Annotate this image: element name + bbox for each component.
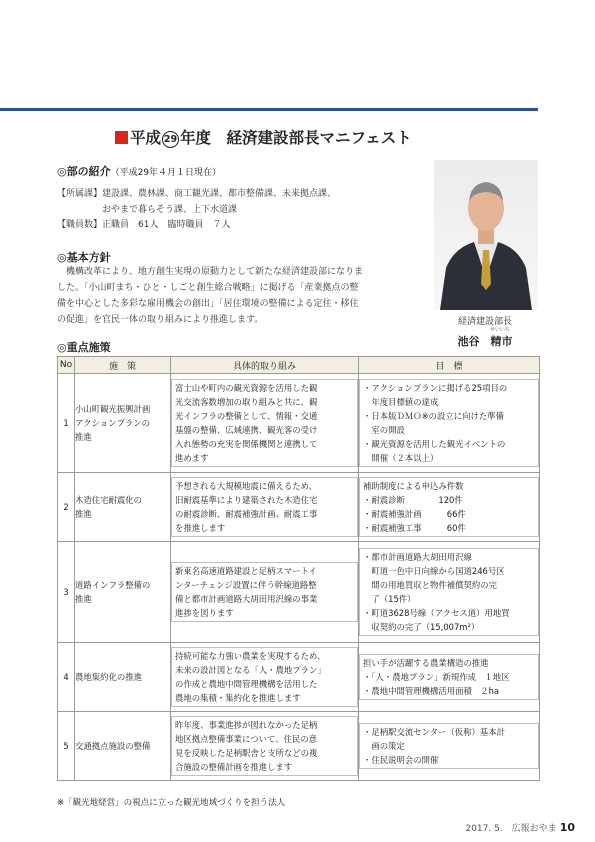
dept-line: 【職員数】正職員 61人 臨時職員 ７人	[57, 220, 231, 230]
row-goal: 補助制度による申込み件数 ・耐震診断 120件 ・耐震補強計画 66件 ・耐震補強工事 60件	[359, 477, 539, 537]
dept-line: 【所属課】建設課、農林課、商工観光課、都市整備課、未来拠点課、	[57, 189, 337, 199]
circled-number: 29	[162, 131, 179, 148]
col-header-no: No	[58, 357, 75, 374]
red-square-icon	[115, 131, 128, 144]
policy-body	[57, 264, 363, 328]
policy-heading: ◎基本方針	[57, 251, 111, 264]
row-measure: 交通拠点施設の整備	[75, 712, 171, 781]
page-footer	[465, 821, 575, 834]
row-goal: ・都市計画道路大胡田用沢線 町道一色中日向線から国道246号区 間の用地買収と物件補償契約の完 了（15件） ・町道3628号線（アクセス道）用地買 収契約の完了（15,007m²）	[359, 548, 539, 636]
measures-heading: ◎重点施策	[57, 341, 111, 354]
page-title: 平成 29 年度 経済建設部長マニフェスト	[115, 126, 412, 148]
row-action: 持続可能な力強い農業を実現するため、 未来の設計図となる「人・農地プラン」 の作成と農地中間管理機構を活用した 農地の集積・集約化を推進します	[171, 647, 358, 707]
table-row	[58, 643, 540, 712]
measures-table	[57, 356, 540, 781]
policy-line: した。「小山町まち・ひと・しごと創生総合戦略」に掲げる「産業拠点の整	[57, 283, 359, 293]
dept-intro-body	[57, 187, 336, 234]
row-goal: 担い手が活躍する農業構造の推進 ・「人・農地プラン」新規作成 １地区 ・農地中間管理機構活用面積 ２ha	[359, 654, 539, 700]
row-measure: 農地集約化の推進	[75, 643, 171, 712]
page-number: 10	[559, 821, 575, 834]
row-measure: 木造住宅耐震化の 推進	[75, 473, 171, 542]
row-measure: 小山町観光振興計画 アクションプランの 推進	[75, 374, 171, 473]
table-row	[58, 473, 540, 542]
col-header-measure: 施 策	[75, 357, 171, 374]
portrait-photo	[434, 160, 538, 310]
row-action: 富士山や町内の観光資源を活用した観 光交流客数増加の取り組みと共に、観 光インフラの整備として、情報・交通 基盤の整備、広域連携、観光客の受け 入れ態勢の充実を関係機関と連携して 進めます	[171, 379, 358, 467]
row-action: 新東名高速道路建設と足柄スマートイ ンターチェンジ設置に伴う幹線道路整 備と都市計画道路大胡田用沢線の事業 進捗を図ります	[171, 562, 358, 622]
row-no: 4	[58, 643, 75, 712]
policy-line: の促進」を官民一体の取り組みにより推進します。	[57, 315, 264, 325]
row-no: 1	[58, 374, 75, 473]
dept-intro-heading: ◎部の紹介（平成29年４月１日現在）	[57, 165, 222, 178]
col-header-action: 具体的取り組み	[171, 357, 359, 374]
table-row	[58, 542, 540, 643]
row-no: 3	[58, 542, 75, 643]
table-header-row	[58, 357, 540, 374]
row-goal: ・足柄駅交流センター（仮称）基本計 画の策定 ・住民説明会の開催	[359, 723, 539, 769]
row-no: 2	[58, 473, 75, 542]
policy-line: 機構改革により、地方創生実現の原動力として新たな経済建設部になりま	[57, 267, 364, 277]
policy-line: 備を中心とした多彩な雇用機会の創出」「居住環境の整備による定住・移住	[57, 299, 359, 309]
header-rule	[0, 108, 538, 111]
footnote: ※「観光地経営」の視点に立った観光地域づくりを担う法人	[57, 798, 286, 808]
table-row	[58, 374, 540, 473]
col-header-goal: 目 標	[359, 357, 540, 374]
dept-line: おやまで暮らそう課、上下水道課	[57, 204, 238, 215]
row-action: 昨年度、事業進捗が図れなかった足柄 地区拠点整備事業について、住民の意 見を反映した足柄駅舎と支所などの複 合施設の整備計画を推進します	[171, 716, 358, 776]
row-action: 予想される大規模地震に備えるため、 旧耐震基準により建築された木造住宅 の耐震診断、耐震補強計画、耐震工事 を推進します	[171, 477, 358, 537]
row-goal: ・アクションプランに掲げる25項目の 年度目標値の達成 ・日本版ＤＭＯ※の設立に向けた準備 室の開設 ・観光資源を活用した観光イベントの 開催（２本以上）	[359, 379, 539, 467]
row-measure: 道路インフラ整備の 推進	[75, 542, 171, 643]
table-row	[58, 712, 540, 781]
issue-label: 2017. 5. 広報おやま	[465, 824, 557, 834]
profile-title: 経済建設部長	[457, 317, 512, 327]
row-no: 5	[58, 712, 75, 781]
profile-ruby: せいいち	[490, 327, 511, 333]
profile-name: 池谷 精市	[457, 335, 513, 348]
